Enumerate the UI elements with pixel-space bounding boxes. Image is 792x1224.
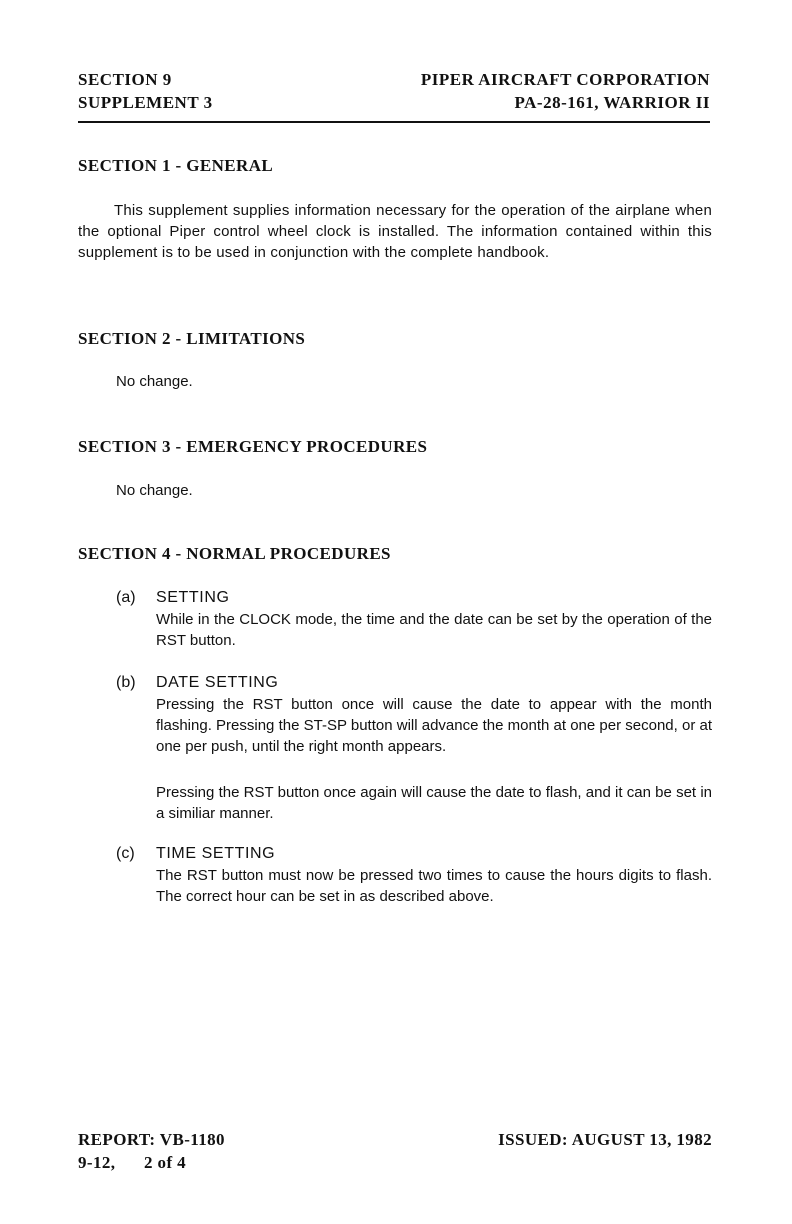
- item-c-text: The RST button must now be pressed two times to cause the hours digits to flash. The correct hour can be set in as described above.: [156, 867, 712, 905]
- section-3-body: No change.: [116, 482, 193, 499]
- footer-left: [78, 1128, 225, 1174]
- header-divider: [78, 121, 710, 123]
- header-right: [421, 68, 710, 114]
- header-supplement-label: SUPPLEMENT 3: [78, 93, 213, 112]
- section-3-title: SECTION 3 - EMERGENCY PROCEDURES: [78, 437, 428, 456]
- section-1-title: SECTION 1 - GENERAL: [78, 156, 274, 175]
- item-a-heading: SETTING: [156, 589, 230, 606]
- footer-page-line: [78, 1151, 225, 1174]
- header-model: PA-28-161, WARRIOR II: [514, 93, 710, 112]
- item-b-letter: (b): [116, 674, 136, 691]
- footer-page-of: 2 of 4: [144, 1153, 187, 1172]
- header-section-label: SECTION 9: [78, 70, 172, 89]
- section-1-body-text: This supplement supplies information necessary for the operation of the airplane when the optional Piper control wheel clock is installed. The information contained within this supplement is to be used in conjunction with the complete handbook.: [78, 202, 712, 261]
- header-left: [78, 68, 213, 114]
- item-c-heading: TIME SETTING: [156, 845, 276, 862]
- item-b-text-1: Pressing the RST button once will cause the date to appear with the month flashing. Pressing the ST-SP button will advance the month at one per second, or at one per push, until the right month appears.: [156, 696, 712, 755]
- section-1-body: [78, 200, 712, 263]
- item-c-letter: (c): [116, 845, 135, 862]
- section-2-title: SECTION 2 - LIMITATIONS: [78, 329, 306, 348]
- header-company: PIPER AIRCRAFT CORPORATION: [420, 70, 710, 89]
- footer-page-number: 9-12,: [78, 1153, 116, 1172]
- footer-report: REPORT: VB-1180: [78, 1130, 225, 1149]
- section-2-body: No change.: [116, 373, 193, 390]
- footer-issued: ISSUED: AUGUST 13, 1982: [498, 1130, 712, 1149]
- item-b-text-2: Pressing the RST button once again will cause the date to flash, and it can be set in a similiar manner.: [156, 784, 712, 822]
- item-b-heading: DATE SETTING: [156, 674, 279, 691]
- item-a-letter: (a): [116, 589, 136, 606]
- item-a-text: While in the CLOCK mode, the time and the date can be set by the operation of the RST button.: [156, 611, 712, 649]
- section-4-title: SECTION 4 - NORMAL PROCEDURES: [78, 544, 391, 563]
